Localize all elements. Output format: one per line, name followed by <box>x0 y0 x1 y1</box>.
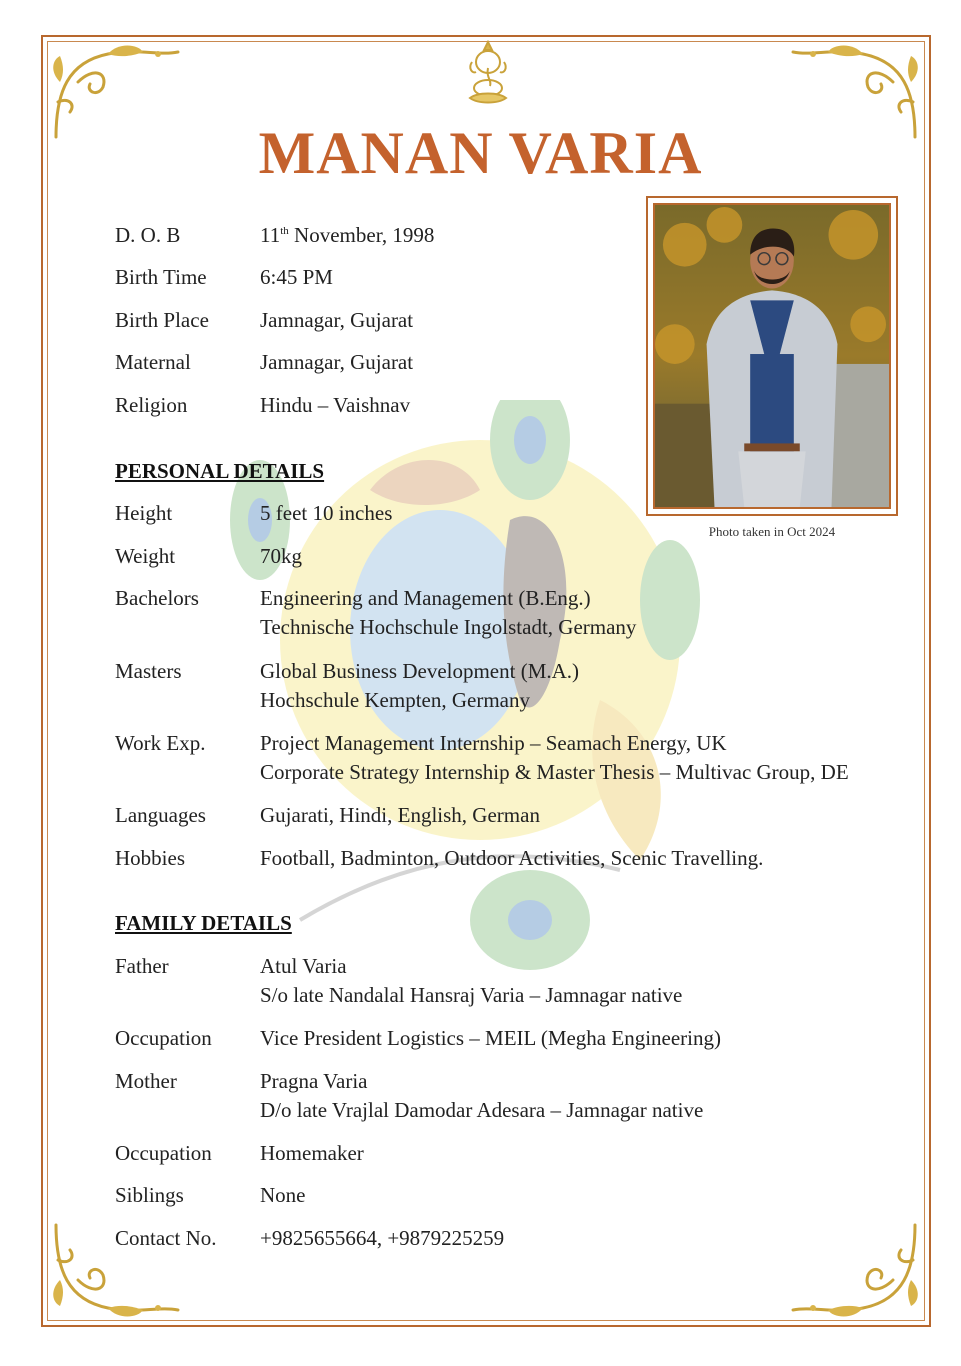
page-title: MANAN VARIA <box>258 120 703 186</box>
detail-label: Height <box>115 501 173 525</box>
detail-label: Hobbies <box>115 846 185 870</box>
detail-value: +9825655664, +9879225259 <box>260 1226 505 1250</box>
profile-photo-frame <box>646 196 898 516</box>
detail-value: Hindu – Vaishnav <box>260 393 411 417</box>
detail-value: Vice President Logistics – MEIL (Megha Engineering) <box>260 1026 722 1050</box>
detail-label: Religion <box>115 393 188 417</box>
detail-value: Project Management Internship – Seamach Energy, UK Corporate Strategy Internship & Master Thesis – Multivac Group, DE <box>260 731 849 784</box>
detail-value: Pragna Varia D/o late Vrajlal Damodar Adesara – Jamnagar native <box>260 1069 704 1122</box>
detail-value: Homemaker <box>260 1141 364 1165</box>
profile-photo <box>653 203 891 509</box>
section-heading-personal: PERSONAL DETAILS <box>115 459 325 483</box>
corner-flourish-icon <box>783 1220 923 1320</box>
detail-label: Masters <box>115 659 182 683</box>
person-photo-icon <box>655 205 889 507</box>
detail-value: 11th November, 1998 <box>260 223 435 247</box>
detail-label: Weight <box>115 544 176 568</box>
detail-value: Gujarati, Hindi, English, German <box>260 803 540 827</box>
detail-label: Father <box>115 954 169 978</box>
detail-label: Mother <box>115 1069 177 1093</box>
detail-label: Birth Time <box>115 265 207 289</box>
detail-label: Occupation <box>115 1026 212 1050</box>
detail-label: D. O. B <box>115 223 181 247</box>
detail-value: 6:45 PM <box>260 265 333 289</box>
detail-label: Work Exp. <box>115 731 206 755</box>
detail-value: 5 feet 10 inches <box>260 501 393 525</box>
detail-value: Football, Badminton, Outdoor Activities, Scenic Travelling. <box>260 846 764 870</box>
detail-value: Atul Varia S/o late Nandalal Hansraj Varia – Jamnagar native <box>260 954 683 1007</box>
detail-label: Occupation <box>115 1141 212 1165</box>
detail-label: Contact No. <box>115 1226 217 1250</box>
section-heading-family: FAMILY DETAILS <box>115 911 292 935</box>
detail-value: Engineering and Management (B.Eng.) Technische Hochschule Ingolstadt, Germany <box>260 586 637 639</box>
detail-label: Birth Place <box>115 308 209 332</box>
detail-value: Global Business Development (M.A.) Hochschule Kempten, Germany <box>260 659 580 712</box>
detail-value: Jamnagar, Gujarat <box>260 308 414 332</box>
photo-caption: Photo taken in Oct 2024 <box>708 524 836 539</box>
detail-value: Jamnagar, Gujarat <box>260 350 414 374</box>
detail-label: Bachelors <box>115 586 199 610</box>
detail-label: Siblings <box>115 1183 184 1207</box>
detail-value: 70kg <box>260 544 302 568</box>
ganesha-icon <box>466 40 510 106</box>
detail-value: None <box>260 1183 306 1207</box>
detail-label: Maternal <box>115 350 191 374</box>
detail-label: Languages <box>115 803 206 827</box>
